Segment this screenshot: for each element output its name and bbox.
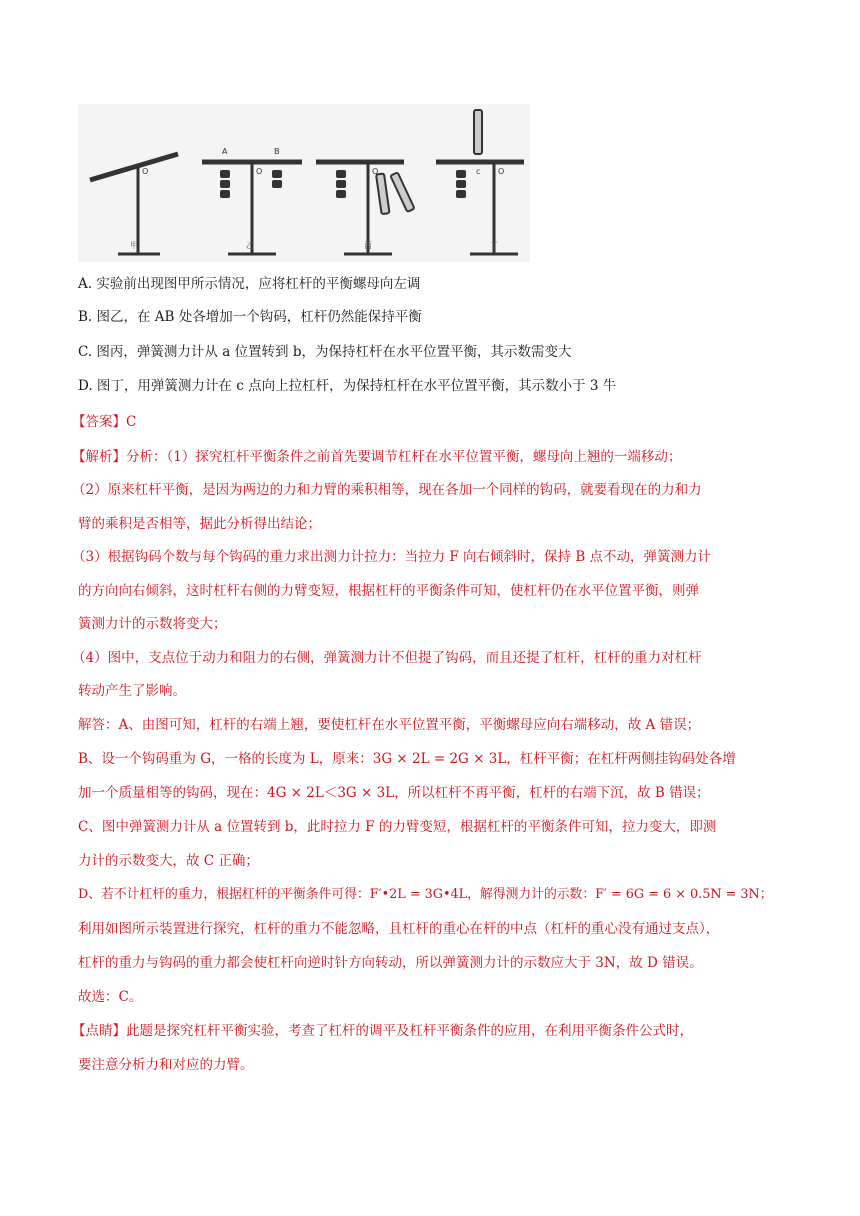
comment-line-1: 【点睛】此题是探究杠杆平衡实验，考查了杠杆的调平及杠杆平衡条件的应用，在利用平衡条件公式时， [72,1023,693,1039]
solution-line-d2: 利用如图所示装置进行探究，杠杆的重力不能忽略，且杠杆的重心在杆的中点（杠杆的重心没有通过支点）， [78,921,720,937]
figure-label-ding: 丁 [490,241,498,250]
analysis-line-4: （3）根据钩码个数与每个钩码的重力求出测力计拉力：当拉力 F 向右倾斜时，保持 B 点不动，弹簧测力计 [72,549,712,565]
figure-label-jia: 甲 [130,241,138,250]
analysis-line-8: 转动产生了影响。 [78,683,186,699]
pivot-label-3: O [372,167,379,176]
pivot-label-1: O [142,167,149,176]
comment-line-2: 要注意分析力和对应的力臂。 [78,1057,254,1073]
lever-diagram [78,104,530,262]
solution-line-d1: D、若不计杠杆的重力，根据杠杆的平衡条件可得：F′•2L = 3G•4L，解得测力计的示数：F′ = 6G = 6 × 0.5N = 3N； [78,887,773,902]
option-d: D. 图丁，用弹簧测力计在 c 点向上拉杠杆，为保持杠杆在水平位置平衡，其示数小于 3 牛 [78,378,617,394]
analysis-line-5: 的方向向右倾斜，这时杠杆右侧的力臂变短，根据杠杆的平衡条件可知，使杠杆仍在水平位置平衡，则弹 [78,583,699,599]
option-a: A. 实验前出现图甲所示情况，应将杠杆的平衡螺母向左调 [78,276,421,292]
figure-label-yi: 乙 [246,241,254,250]
lever-figure [78,104,530,262]
solution-line-c1: C、图中弹簧测力计从 a 位置转到 b，此时拉力 F 的力臂变短，根据杠杆的平衡条件可知，拉力变大，即测 [78,819,717,835]
solution-line-b1: B、设一个钩码重为 G，一格的长度为 L，原来：3G × 2L = 2G × 3L，杠杆平衡；在杠杆两侧挂钩码处各增 [78,751,736,767]
option-b: B. 图乙，在 AB 处各增加一个钩码，杠杆仍然能保持平衡 [78,309,422,325]
analysis-line-1: 【解析】分析：（1）探究杠杆平衡条件之前首先要调节杠杆在水平位置平衡，螺母向上翘的一端移动； [72,449,682,465]
pivot-label-2: O [256,167,263,176]
solution-line-a: 解答：A、由图可知，杠杆的右端上翘，要使杠杆在水平位置平衡，平衡螺母应向右端移动，故 A 错误； [78,717,701,733]
analysis-line-6: 簧测力计的示数将变大； [78,616,227,632]
point-label-b: B [274,147,280,156]
lever-bar-1 [90,154,178,180]
point-label-c: c [476,167,481,176]
solution-line-b2: 加一个质量相等的钩码，现在：4G × 2L＜3G × 3L，所以杠杆不再平衡，杠杆的右端下沉，故 B 错误； [78,785,710,801]
analysis-line-3: 臂的乘积是否相等，据此分析得出结论； [78,516,321,532]
choice-line: 故选：C。 [78,989,143,1005]
answer-line: 【答案】C [72,414,137,430]
pivot-label-4: O [498,167,505,176]
analysis-line-2: （2）原来杠杆平衡，是因为两边的力和力臂的乘积相等，现在各加一个同样的钩码，就要看现在的力和力 [72,482,702,498]
solution-line-d3: 杠杆的重力与钩码的重力都会使杠杆向逆时针方向转动，所以弹簧测力计的示数应大于 3N，故 D 错误。 [78,955,703,971]
analysis-line-7: （4）图中，支点位于动力和阻力的右侧，弹簧测力计不但提了钩码，而且还提了杠杆，杠杆的重力对杠杆 [72,650,702,666]
option-c: C. 图丙，弹簧测力计从 a 位置转到 b，为保持杠杆在水平位置平衡，其示数需变大 [78,344,572,360]
point-label-a: A [222,147,228,156]
figure-label-bing: 丙 [364,241,372,250]
solution-line-c2: 力计的示数变大，故 C 正确； [78,853,259,869]
